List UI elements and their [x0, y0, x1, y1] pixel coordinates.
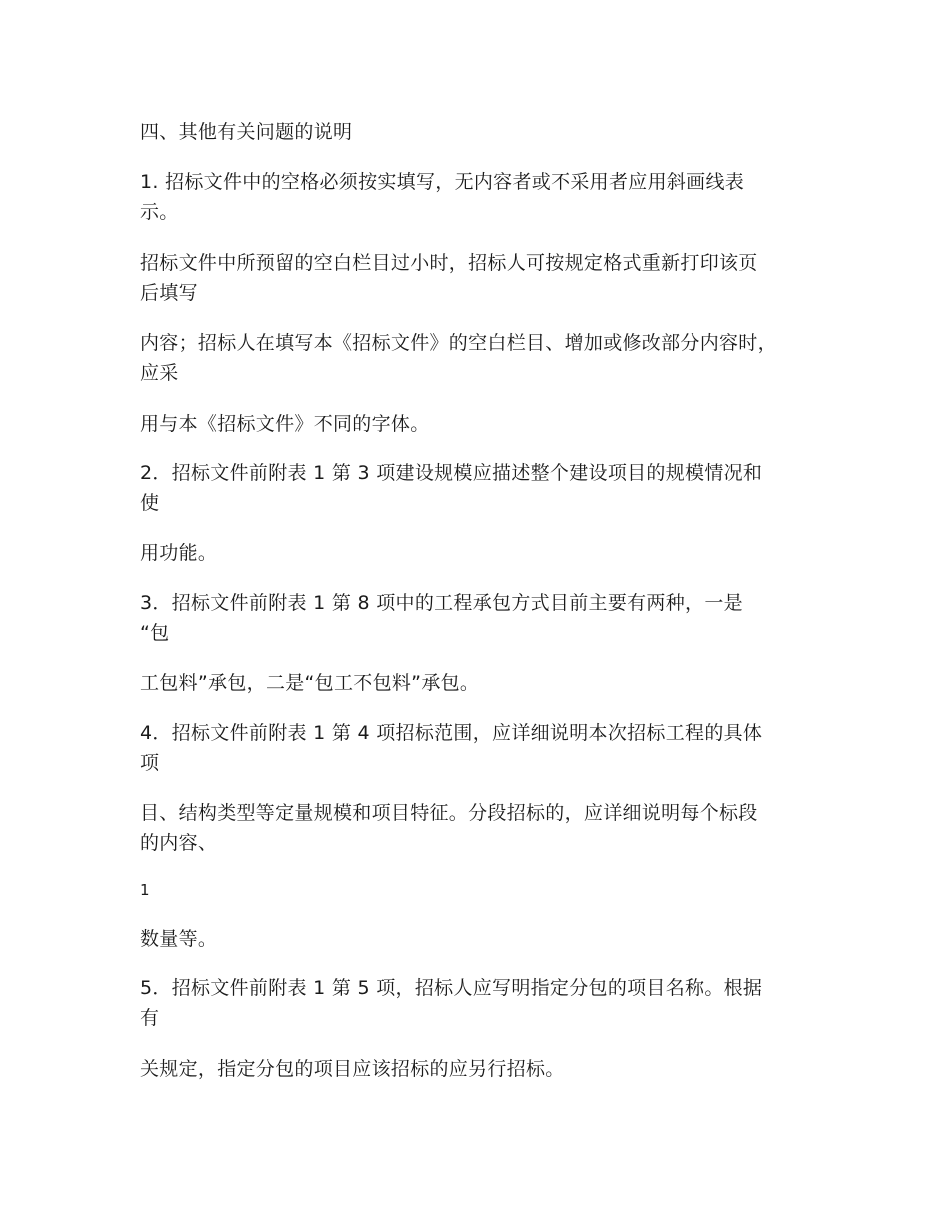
text-line: “包 [140, 622, 170, 644]
text-line: 项 [140, 752, 160, 774]
paragraph-8 [140, 668, 840, 698]
paragraph-2 [140, 248, 840, 308]
text-line: 有 [140, 1007, 160, 1029]
text-line: 使 [140, 492, 160, 514]
paragraph-5 [140, 458, 840, 518]
paragraph-4 [140, 409, 840, 439]
paragraph-7 [140, 588, 840, 648]
text-line: 2．招标文件前附表 1 第 3 项建设规模应描述整个建设项目的规模情况和 [140, 462, 763, 484]
text-line: 4．招标文件前附表 1 第 4 项招标范围，应详细说明本次招标工程的具体 [140, 722, 763, 744]
text-line: 1. 招标文件中的空格必须按实填写，无内容者或不采用者应用斜画线表 [140, 171, 745, 193]
paragraph-10 [140, 798, 840, 858]
text-line: 用功能。 [140, 542, 218, 564]
section-heading [140, 117, 840, 147]
text-line: 示。 [140, 201, 179, 223]
text-line: 5．招标文件前附表 1 第 5 项，招标人应写明指定分包的项目名称。根据 [140, 977, 763, 999]
paragraph-12 [140, 973, 840, 1033]
text-line: 用与本《招标文件》不同的字体。 [140, 413, 430, 435]
paragraph-11 [140, 924, 840, 954]
text-line: 后填写 [140, 282, 198, 304]
text-line: 招标文件中所预留的空白栏目过小时，招标人可按规定格式重新打印该页 [140, 252, 758, 274]
text-line: 四、其他有关问题的说明 [140, 121, 353, 143]
text-line: 3．招标文件前附表 1 第 8 项中的工程承包方式目前主要有两种，一是 [140, 592, 743, 614]
text-line: 关规定，指定分包的项目应该招标的应另行招标。 [140, 1058, 565, 1080]
paragraph-6 [140, 538, 840, 568]
paragraph-3 [140, 328, 840, 388]
paragraph-13 [140, 1054, 840, 1084]
text-line: 目、结构类型等定量规模和项目特征。分段招标的，应详细说明每个标段 [140, 802, 758, 824]
text-line: 工包料”承包，二是“包工不包料”承包。 [140, 672, 480, 694]
paragraph-1 [140, 167, 840, 227]
text-line: 内容；招标人在填写本《招标文件》的空白栏目、增加或修改部分内容时， [140, 332, 777, 354]
page-number: 1 [140, 881, 150, 899]
paragraph-9 [140, 718, 840, 778]
text-line: 应采 [140, 362, 179, 384]
text-line: 数量等。 [140, 928, 218, 950]
text-line: 的内容、 [140, 832, 218, 854]
